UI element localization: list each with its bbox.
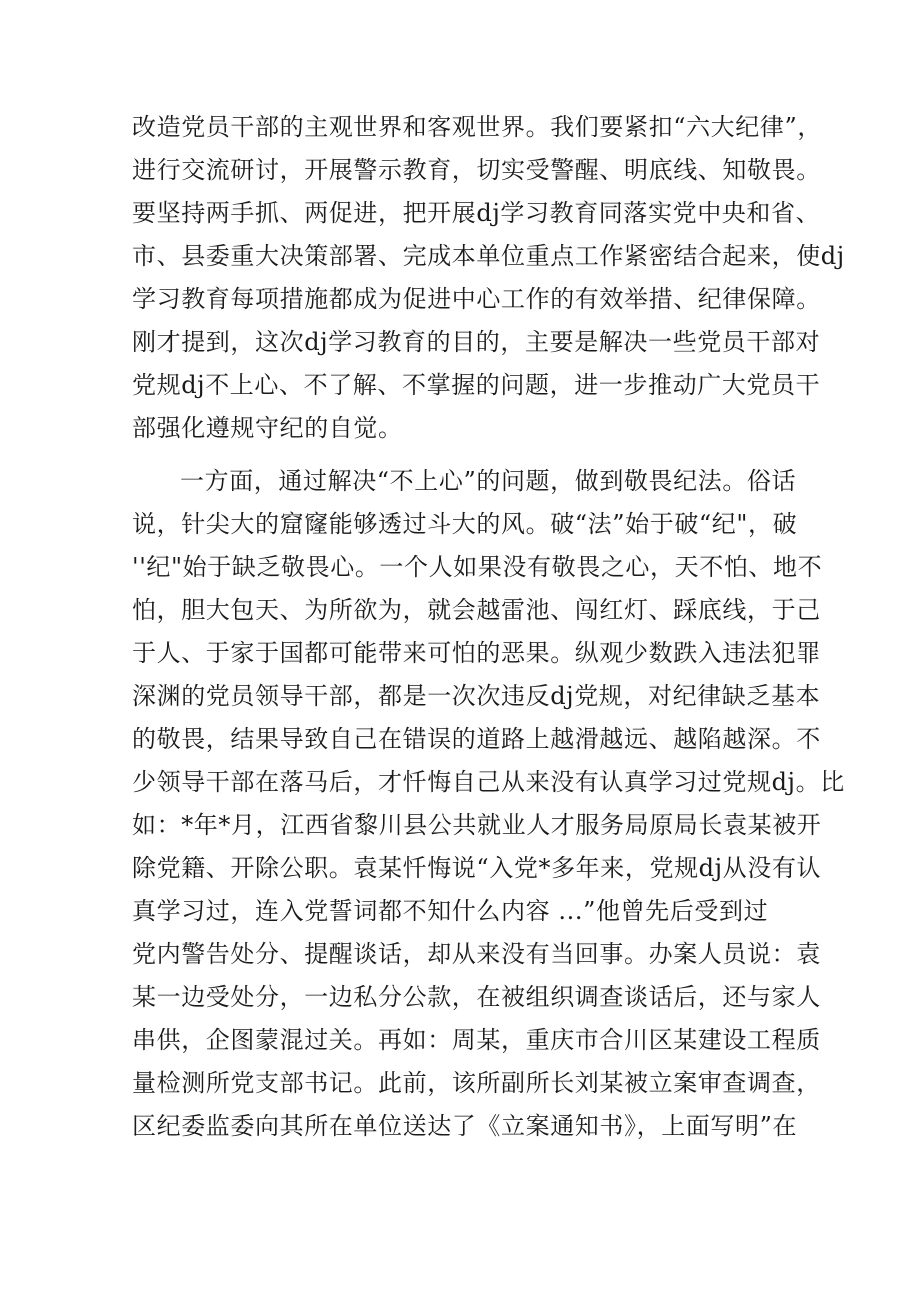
- document-body: [132, 106, 845, 1148]
- text-line: 要坚持两手抓、两促进，把开展dj学习教育同落实党中央和省、: [132, 199, 821, 227]
- text-line: 除党籍、开除公职。袁某忏悔说“入党*多年来，党规dj从没有认: [132, 854, 822, 882]
- text-line: 党内警告处分、提醒谈话，却从来没有当回事。办案人员说：袁: [132, 940, 821, 968]
- text-line: 量检测所党支部书记。此前，该所副所长刘某被立案审查调查，: [132, 1069, 821, 1097]
- text-line: 于人、于家于国都可能带来可怕的恶果。纵观少数跌入违法犯罪: [132, 639, 821, 667]
- text-line: 某一边受处分，一边私分公款，在被组织调查谈话后，还与家人: [132, 983, 821, 1011]
- text-line: 一方面，通过解决“不上心”的问题，做到敬畏纪法。俗话: [180, 467, 797, 495]
- text-line: 如：*年*月，江西省黎川县公共就业人才服务局原局长袁某被开: [132, 811, 822, 839]
- text-line: 真学习过，连入党誓词都不知什么内容 ...”他曾先后受到过: [132, 897, 769, 925]
- text-line: ''纪"始于缺乏敬畏心。一个人如果没有敬畏之心，天不怕、地不: [132, 553, 823, 581]
- text-line: 深渊的党员领导干部，都是一次次违反dj党规，对纪律缺乏基本: [132, 682, 821, 710]
- text-line: 怕，胆大包天、为所欲为，就会越雷池、闯红灯、踩底线，于己: [132, 596, 821, 624]
- text-line: 进行交流研讨，开展警示教育，切实受警醒、明底线、知敬畏。: [132, 156, 821, 184]
- text-line: 说，针尖大的窟窿能够透过斗大的风。破“法”始于破“纪"，破: [132, 510, 798, 538]
- text-line: 串供，企图蒙混过关。再如：周某，重庆市合川区某建设工程质: [132, 1026, 821, 1054]
- text-line: 的敬畏，结果导致自己在错误的道路上越滑越远、越陷越深。不: [132, 725, 821, 753]
- text-line: 学习教育每项措施都成为促进中心工作的有效举措、纪律保障。: [132, 285, 821, 313]
- text-line: 党规dj不上心、不了解、不掌握的问题，进一步推动广大党员干: [132, 371, 821, 399]
- text-line: 少领导干部在落马后，才忏悔自己从来没有认真学习过党规dj。比: [132, 768, 845, 796]
- text-line: 部强化遵规守纪的自觉。: [132, 414, 403, 442]
- paragraph-gap: [132, 450, 792, 460]
- text-line: 区纪委监委向其所在单位送达了《立案通知书》，上面写明”在: [132, 1112, 798, 1140]
- text-line: 市、县委重大决策部署、完成本单位重点工作紧密结合起来，使dj: [132, 242, 845, 270]
- text-line: 刚才提到，这次dj学习教育的目的，主要是解决一些党员干部对: [132, 328, 821, 356]
- text-line: 改造党员干部的主观世界和客观世界。我们要紧扣“六大纪律”，: [132, 113, 822, 141]
